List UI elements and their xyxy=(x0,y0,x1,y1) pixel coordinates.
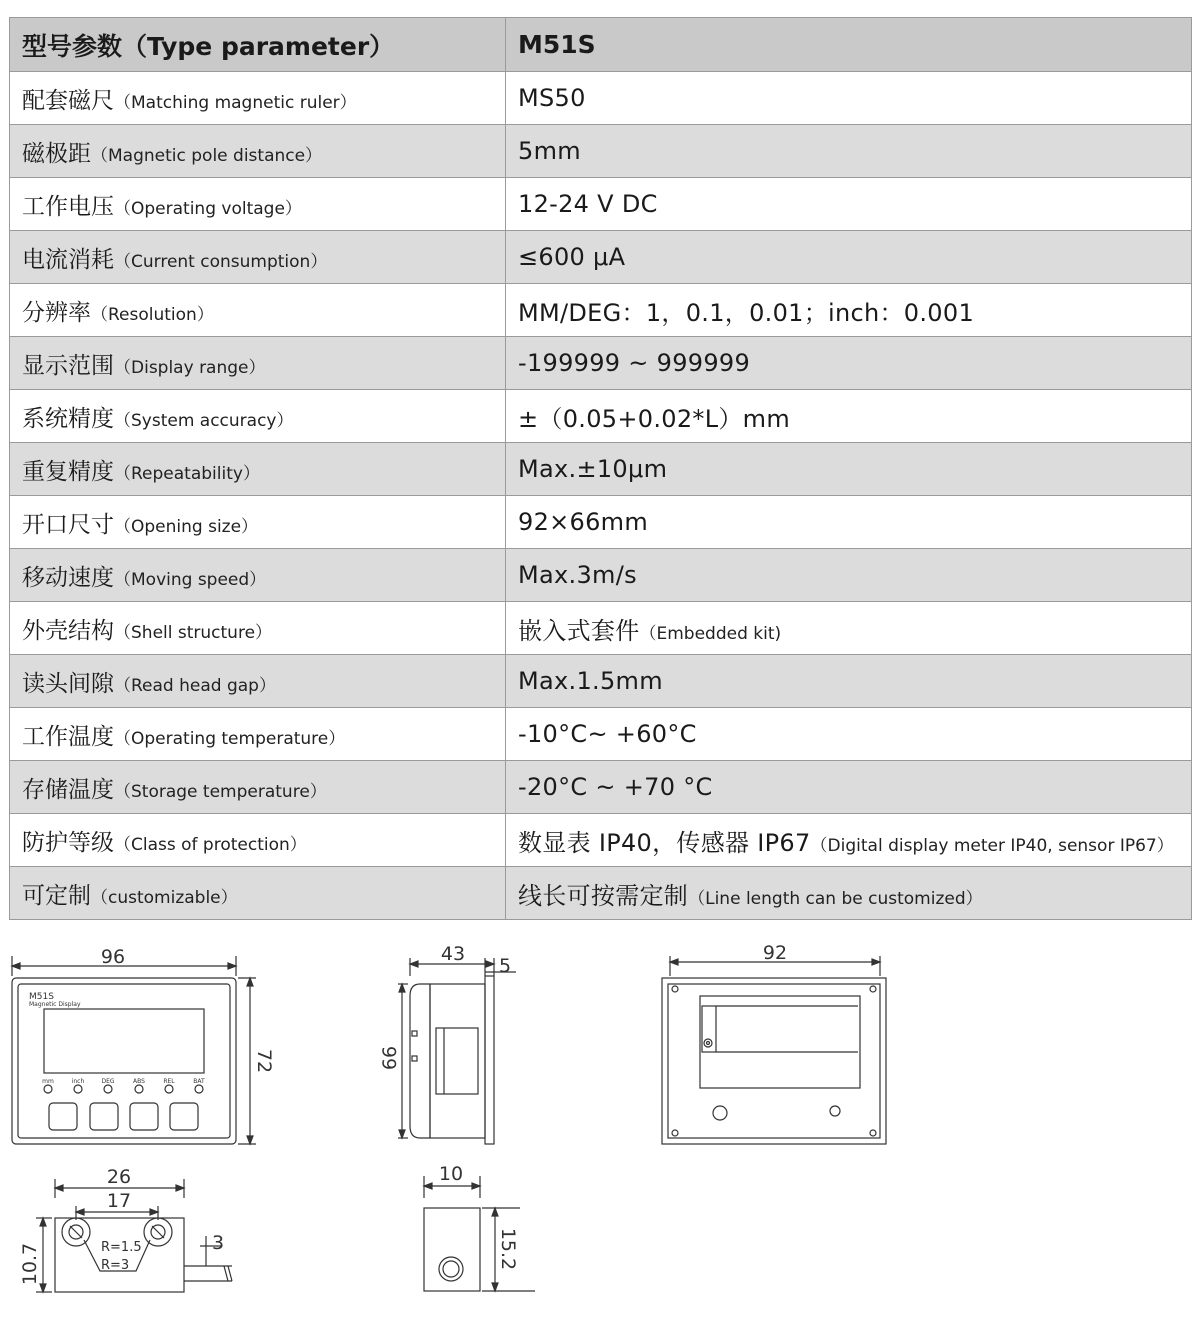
param-label-cell xyxy=(10,284,506,337)
param-value-cell xyxy=(506,549,1192,602)
front-height-label: 72 xyxy=(253,1048,275,1074)
indicator-label: REL xyxy=(163,1078,175,1085)
param-value: -10°C~ +60°C xyxy=(518,720,697,748)
front-view-drawing xyxy=(12,956,256,1144)
param-value: -20°C ~ +70 °C xyxy=(518,773,713,801)
param-label-cell xyxy=(10,125,506,178)
param-label-cell xyxy=(10,231,506,284)
param-label-en: （Repeatability） xyxy=(114,463,260,484)
table-row xyxy=(10,867,1192,920)
param-label-en: （System accuracy） xyxy=(114,410,294,431)
table-row xyxy=(10,72,1192,125)
indicator-label: DEG xyxy=(101,1078,115,1085)
param-label-en: （Display range） xyxy=(114,357,266,378)
param-label-zh: 工作温度 xyxy=(22,723,114,750)
param-label-en: （Operating voltage） xyxy=(114,198,302,219)
param-label-en: （Shell structure） xyxy=(114,622,273,643)
indicator-label: inch xyxy=(71,1078,85,1085)
param-label-cell xyxy=(10,761,506,814)
param-label-en: （Operating temperature） xyxy=(114,728,346,749)
param-value: Max.±10μm xyxy=(518,455,668,483)
param-value: 数显表 IP40，传感器 IP67 xyxy=(518,828,811,857)
sensor-r-outer-label: R=3 xyxy=(101,1258,130,1273)
cutout-view-drawing xyxy=(662,956,886,1144)
param-label-cell xyxy=(10,708,506,761)
param-value-cell xyxy=(506,284,1192,337)
param-value: MS50 xyxy=(518,84,586,112)
param-value-cell xyxy=(506,337,1192,390)
param-value: Max.3m/s xyxy=(518,561,637,589)
param-label-en: （Class of protection） xyxy=(114,834,307,855)
param-label-en: （Opening size） xyxy=(114,516,259,537)
cutout-width-label: 92 xyxy=(762,942,788,964)
sensor-side-width-label: 10 xyxy=(438,1163,464,1185)
indicator-label: ABS xyxy=(133,1078,145,1085)
param-label-en: （Storage temperature） xyxy=(114,781,327,802)
param-label-zh: 配套磁尺 xyxy=(22,87,114,114)
table-row xyxy=(10,284,1192,337)
param-label-zh: 存储温度 xyxy=(22,776,114,803)
table-row xyxy=(10,708,1192,761)
table-header-row xyxy=(10,18,1192,72)
sensor-cable-label: 3 xyxy=(211,1232,225,1254)
indicator-label: mm xyxy=(42,1078,54,1085)
param-label-zh: 电流消耗 xyxy=(22,246,114,273)
param-value-cell xyxy=(506,231,1192,284)
table-row xyxy=(10,496,1192,549)
side-view-drawing xyxy=(398,958,516,1144)
param-label-cell xyxy=(10,867,506,920)
param-label-en: （customizable） xyxy=(91,887,238,908)
param-value: 线长可按需定制 xyxy=(518,881,689,910)
table-row xyxy=(10,390,1192,443)
param-label-cell xyxy=(10,814,506,867)
param-label-zh: 工作电压 xyxy=(22,193,114,220)
param-label-zh: 重复精度 xyxy=(22,458,114,485)
param-label-zh: 系统精度 xyxy=(22,405,114,432)
param-value: 12-24 V DC xyxy=(518,190,658,218)
sensor-r-inner-label: R=1.5 xyxy=(101,1240,142,1255)
param-value-cell xyxy=(506,496,1192,549)
param-label-cell xyxy=(10,655,506,708)
param-value: Max.1.5mm xyxy=(518,667,663,695)
param-label-en: （Moving speed） xyxy=(114,569,267,590)
sensor-outer-label: 26 xyxy=(106,1166,132,1188)
table-row xyxy=(10,549,1192,602)
table-row xyxy=(10,231,1192,284)
table-row xyxy=(10,602,1192,655)
sensor-top-drawing xyxy=(36,1179,232,1292)
table-row xyxy=(10,178,1192,231)
param-label-en: （Current consumption） xyxy=(114,251,328,272)
header-model-cell xyxy=(506,18,1192,72)
param-label-zh: 显示范围 xyxy=(22,352,114,379)
side-depth-label: 43 xyxy=(440,943,466,965)
param-label-cell xyxy=(10,72,506,125)
sensor-height-label: 10.7 xyxy=(19,1242,41,1286)
table-row xyxy=(10,814,1192,867)
param-value: -199999 ~ 999999 xyxy=(518,349,751,377)
side-height-label: 66 xyxy=(379,1045,401,1071)
spec-table xyxy=(9,17,1192,920)
param-label-cell xyxy=(10,178,506,231)
param-label-zh: 防护等级 xyxy=(22,829,114,856)
param-value-cell xyxy=(506,125,1192,178)
table-row xyxy=(10,125,1192,178)
sensor-side-height-label: 15.2 xyxy=(497,1227,519,1271)
param-label-zh: 磁极距 xyxy=(22,140,91,167)
front-subtitle-label: Magnetic Display xyxy=(29,1001,81,1008)
sensor-inner-label: 17 xyxy=(106,1190,132,1212)
drawings-svg xyxy=(0,936,1200,1326)
header-model: M51S xyxy=(518,30,596,59)
param-label-cell xyxy=(10,443,506,496)
param-value: 92×66mm xyxy=(518,508,649,536)
table-row xyxy=(10,337,1192,390)
param-label-en: （Resolution） xyxy=(91,304,214,325)
param-value: ≤600 μA xyxy=(518,243,626,271)
param-label-cell xyxy=(10,496,506,549)
technical-drawings xyxy=(0,936,1200,1326)
param-label-zh: 外壳结构 xyxy=(22,617,114,644)
table-row xyxy=(10,761,1192,814)
param-value-cell xyxy=(506,761,1192,814)
header-label-zh: 型号参数 xyxy=(22,31,123,61)
front-width-label: 96 xyxy=(100,946,126,968)
table-row xyxy=(10,655,1192,708)
table-row xyxy=(10,443,1192,496)
param-value-cell xyxy=(506,602,1192,655)
param-value-en: （Embedded kit) xyxy=(639,623,782,644)
param-value-cell xyxy=(506,443,1192,496)
param-value: ±（0.05+0.02*L）mm xyxy=(518,404,791,433)
param-label-zh: 移动速度 xyxy=(22,564,114,591)
param-value-en: （Digital display meter IP40, sensor IP67） xyxy=(810,835,1174,856)
side-flange-label: 5 xyxy=(498,955,512,977)
param-label-cell xyxy=(10,390,506,443)
param-value: 5mm xyxy=(518,137,581,165)
param-label-cell xyxy=(10,549,506,602)
param-value-en: （Line length can be customized） xyxy=(688,888,983,909)
front-model-label: M51S xyxy=(29,992,54,1002)
param-label-en: （Magnetic pole distance） xyxy=(91,145,323,166)
param-label-zh: 分辨率 xyxy=(22,299,91,326)
param-label-cell xyxy=(10,337,506,390)
param-value-cell xyxy=(506,708,1192,761)
param-label-zh: 可定制 xyxy=(22,882,91,909)
header-label-en: （Type parameter） xyxy=(122,31,395,61)
param-value: 嵌入式套件 xyxy=(518,616,640,645)
param-value-cell xyxy=(506,867,1192,920)
indicator-label: BAT xyxy=(193,1078,205,1085)
param-label-cell xyxy=(10,602,506,655)
param-value-cell xyxy=(506,72,1192,125)
header-label-cell xyxy=(10,18,506,72)
param-value-cell xyxy=(506,390,1192,443)
param-value: MM/DEG：1，0.1，0.01；inch：0.001 xyxy=(518,298,975,327)
param-value-cell xyxy=(506,178,1192,231)
param-label-zh: 开口尺寸 xyxy=(22,511,114,538)
param-value-cell xyxy=(506,655,1192,708)
param-value-cell xyxy=(506,814,1192,867)
param-label-en: （Read head gap） xyxy=(114,675,276,696)
param-label-en: （Matching magnetic ruler） xyxy=(114,92,357,113)
param-label-zh: 读头间隙 xyxy=(22,670,114,697)
